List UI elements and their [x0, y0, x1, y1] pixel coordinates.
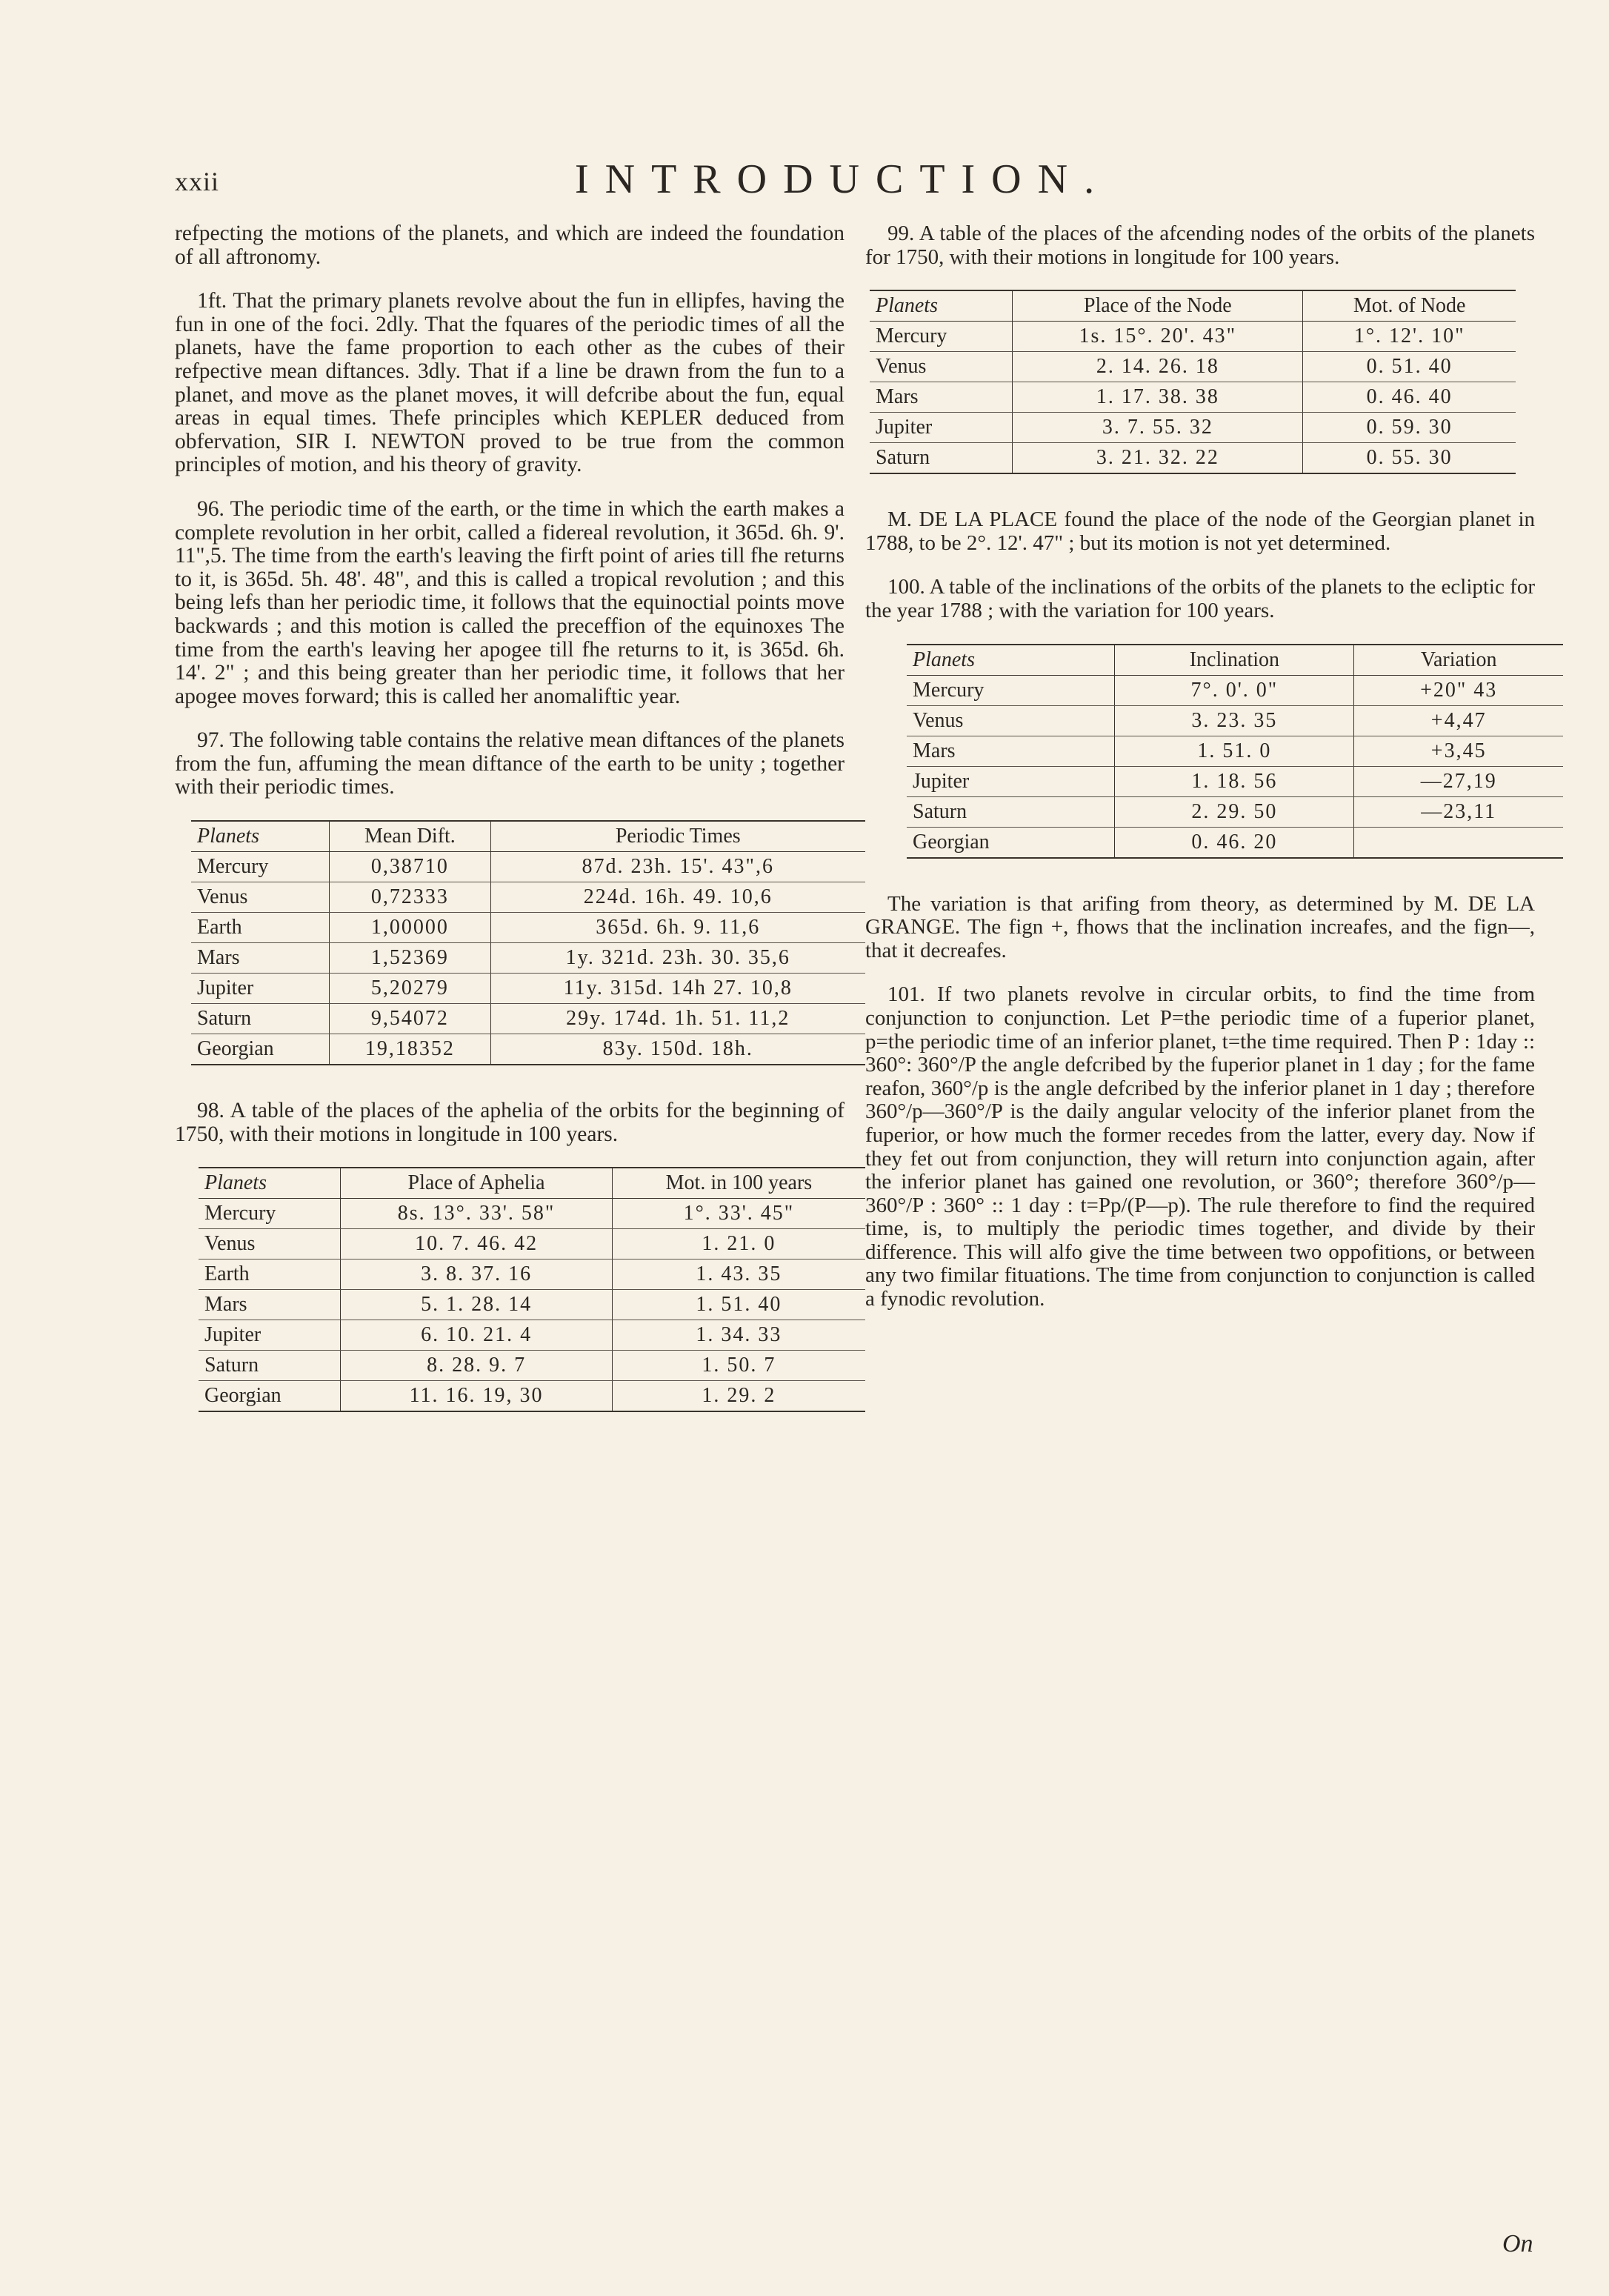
mean-distance: 5,20279: [330, 974, 490, 1004]
column-header: Periodic Times: [490, 821, 865, 852]
planet-name: Jupiter: [907, 766, 1115, 796]
paragraph-99: 99. A table of the places of the afcending nodes of the orbits of the planets for 1750, with their motions in longitude for 100 years.: [865, 222, 1535, 269]
inclination: 1. 51. 0: [1115, 736, 1354, 766]
table-row: [870, 413, 1516, 443]
inclination: 2. 29. 50: [1115, 796, 1354, 827]
table-row: [907, 675, 1563, 705]
periodic-time: 83y. 150d. 18h.: [490, 1034, 865, 1065]
variation: +20" 43: [1354, 675, 1563, 705]
planet-name: Mercury: [907, 675, 1115, 705]
planet-name: Jupiter: [199, 1320, 341, 1351]
table-row: [907, 796, 1563, 827]
aphelion-motion: 1. 43. 35: [612, 1260, 865, 1290]
table-row: [191, 1034, 865, 1065]
planet-name: Georgian: [191, 1034, 330, 1065]
paragraph-variation: The variation is that arifing from theory, as determined by M. DE LA GRANGE. The fign +, fhows that the inclination increafes, and the fign—, that it decreafes.: [865, 891, 1535, 962]
right-column: [865, 222, 1535, 1332]
table-row: [870, 443, 1516, 474]
aphelion-place: 3. 8. 37. 16: [341, 1260, 612, 1290]
table-row: [907, 736, 1563, 766]
table-row: [191, 943, 865, 974]
periodic-time: 11y. 315d. 14h 27. 10,8: [490, 974, 865, 1004]
column-header: Mean Dift.: [330, 821, 490, 852]
aphelion-place: 8s. 13°. 33'. 58": [341, 1199, 612, 1229]
aphelion-motion: 1. 34. 33: [612, 1320, 865, 1351]
planet-name: Venus: [199, 1229, 341, 1260]
periodic-time: 87d. 23h. 15'. 43",6: [490, 852, 865, 882]
page-number: xxii: [175, 167, 220, 196]
node-motion: 0. 46. 40: [1303, 382, 1516, 413]
planet-name: Venus: [870, 352, 1013, 382]
column-header: Mot. of Node: [1303, 290, 1516, 322]
aphelion-motion: 1. 51. 40: [612, 1290, 865, 1320]
column-header: Mot. in 100 years: [612, 1168, 865, 1199]
mean-distance: 9,54072: [330, 1004, 490, 1034]
planet-name: Mercury: [199, 1199, 341, 1229]
table-row: [907, 766, 1563, 796]
planet-name: Mercury: [191, 852, 330, 882]
variation: —27,19: [1354, 766, 1563, 796]
table-row: [907, 827, 1563, 858]
catchword: On: [1502, 2230, 1533, 2257]
table-row: [199, 1381, 865, 1412]
planet-name: Earth: [191, 913, 330, 943]
table-header-row: [870, 290, 1516, 322]
paragraph-98: 98. A table of the places of the aphelia of the orbits for the beginning of 1750, with their motions in longitude in 100 years.: [175, 1099, 845, 1146]
inclinations-table: [907, 644, 1563, 859]
paragraph-100: 100. A table of the inclinations of the orbits of the planets to the ecliptic for the year 1788 ; with the variation for 100 years.: [865, 575, 1535, 622]
planet-name: Saturn: [191, 1004, 330, 1034]
column-header: Planets: [907, 645, 1115, 676]
table-row: [199, 1320, 865, 1351]
paragraph-continuation: refpecting the motions of the planets, and which are indeed the foundation of all aftronomy.: [175, 222, 845, 269]
table-header-row: [199, 1168, 865, 1199]
table-row: [199, 1260, 865, 1290]
variation: +3,45: [1354, 736, 1563, 766]
planet-name: Georgian: [907, 827, 1115, 858]
paragraph-kepler-laws: 1ft. That the primary planets revolve about the fun in ellipfes, having the fun in one of the foci. 2dly. That the fquares of the periodic times of all the planets, have the fame proportion to each other as the cubes of their refpective mean diftances. 3dly. That if a line be drawn from the fun to a planet, and move as the planet moves, it will defcribe about the fun, equal areas in equal times. Thefe principles which KEPLER deduced from obfervation, SIR I. NEWTON proved to be true from the common principles of motion, and his theory of gravity.: [175, 289, 845, 477]
mean-distance: 19,18352: [330, 1034, 490, 1065]
table-row: [199, 1199, 865, 1229]
planet-name: Saturn: [907, 796, 1115, 827]
aphelion-place: 6. 10. 21. 4: [341, 1320, 612, 1351]
planet-name: Jupiter: [870, 413, 1013, 443]
aphelion-place: 10. 7. 46. 42: [341, 1229, 612, 1260]
node-place: 1s. 15°. 20'. 43": [1013, 322, 1303, 352]
inclination: 0. 46. 20: [1115, 827, 1354, 858]
planet-name: Mars: [870, 382, 1013, 413]
table-row: [199, 1290, 865, 1320]
aphelion-motion: 1. 21. 0: [612, 1229, 865, 1260]
periodic-time: 29y. 174d. 1h. 51. 11,2: [490, 1004, 865, 1034]
paragraph-101: 101. If two planets revolve in circular orbits, to find the time from conjunction to conjunction. Let P=the periodic time of a fuperior planet, p=the periodic time of an inferior planet, t=the time required. Then P : 1day :: 360°: 360°/P the angle defcribed by the fuperior planet in 1 day ; for the fame reafon, 360°/p is the angle defcribed by the inferior planet in 1 day ; therefore 360°/p—360°/P is the daily angular velocity of the inferior planet from the fuperior, or how much the former recedes from the latter, every day. Now if they fet out from conjunction, they will return into conjunction again, after the inferior planet has gained one revolution, or 360°; therefore 360°/p—360°/P : 360° :: 1 day : t=Pp/(P—p). The rule therefore to find the required time, is, to multiply the periodic times together, and divide by their difference. This will alfo give the time between two oppofitions, or between any two fimilar fituations. The time from conjunction to conjunction is called a fynodic revolution.: [865, 982, 1535, 1311]
column-header: Place of Aphelia: [341, 1168, 612, 1199]
node-place: 3. 7. 55. 32: [1013, 413, 1303, 443]
planet-name: Venus: [907, 705, 1115, 736]
node-motion: 0. 51. 40: [1303, 352, 1516, 382]
periodic-time: 1y. 321d. 23h. 30. 35,6: [490, 943, 865, 974]
inclination: 1. 18. 56: [1115, 766, 1354, 796]
planet-name: Mercury: [870, 322, 1013, 352]
node-place: 3. 21. 32. 22: [1013, 443, 1303, 474]
periodic-time: 224d. 16h. 49. 10,6: [490, 882, 865, 913]
node-motion: 1°. 12'. 10": [1303, 322, 1516, 352]
aphelion-place: 5. 1. 28. 14: [341, 1290, 612, 1320]
planet-name: Venus: [191, 882, 330, 913]
node-motion: 0. 59. 30: [1303, 413, 1516, 443]
mean-distance-table: [191, 820, 865, 1065]
column-header: Planets: [870, 290, 1013, 322]
table-header-row: [191, 821, 865, 852]
aphelion-motion: 1. 50. 7: [612, 1351, 865, 1381]
variation: [1354, 827, 1563, 858]
periodic-time: 365d. 6h. 9. 11,6: [490, 913, 865, 943]
running-title: INTRODUCTION.: [575, 156, 1111, 202]
column-header: Planets: [191, 821, 330, 852]
table-row: [191, 852, 865, 882]
table-row: [199, 1229, 865, 1260]
table-row: [870, 352, 1516, 382]
inclination: 3. 23. 35: [1115, 705, 1354, 736]
aphelion-place: 11. 16. 19, 30: [341, 1381, 612, 1412]
paragraph-97: 97. The following table contains the relative mean diftances of the planets from the fun, affuming the mean diftance of the earth to be unity ; together with their periodic times.: [175, 728, 845, 799]
mean-distance: 1,00000: [330, 913, 490, 943]
table-row: [870, 382, 1516, 413]
planet-name: Jupiter: [191, 974, 330, 1004]
planet-name: Earth: [199, 1260, 341, 1290]
aphelion-place: 8. 28. 9. 7: [341, 1351, 612, 1381]
column-header: Variation: [1354, 645, 1563, 676]
planet-name: Mars: [907, 736, 1115, 766]
column-header: Inclination: [1115, 645, 1354, 676]
inclination: 7°. 0'. 0": [1115, 675, 1354, 705]
left-column: [175, 222, 845, 1446]
planet-name: Saturn: [870, 443, 1013, 474]
page-header: [175, 156, 1390, 207]
mean-distance: 0,38710: [330, 852, 490, 882]
table-row: [191, 1004, 865, 1034]
aphelia-table: [199, 1167, 865, 1412]
ascending-nodes-table: [870, 290, 1516, 474]
table-row: [907, 705, 1563, 736]
aphelion-motion: 1. 29. 2: [612, 1381, 865, 1412]
table-header-row: [907, 645, 1563, 676]
mean-distance: 1,52369: [330, 943, 490, 974]
aphelion-motion: 1°. 33'. 45": [612, 1199, 865, 1229]
column-header: Planets: [199, 1168, 341, 1199]
paragraph-96: 96. The periodic time of the earth, or the time in which the earth makes a complete revolution in her orbit, called a fidereal revolution, it 365d. 6h. 9'. 11",5. The time from the earth's leaving the firft point of aries till fhe returns to it, is 365d. 5h. 48'. 48", and this is called a tropical revolution ; and this being lefs than her periodic time, it follows that the equinoctial points move backwards ; and this motion is called the preceffion of the equinoxes The time from the earth's leaving her apogee till fhe returns to it, is 365d. 6h. 14'. 2" ; and this being greater than her periodic time, it follows that her apogee moves forward; this is called her anomaliftic year.: [175, 496, 845, 708]
planet-name: Mars: [199, 1290, 341, 1320]
column-header: Place of the Node: [1013, 290, 1303, 322]
table-row: [191, 913, 865, 943]
variation: —23,11: [1354, 796, 1563, 827]
node-place: 1. 17. 38. 38: [1013, 382, 1303, 413]
table-row: [199, 1351, 865, 1381]
planet-name: Saturn: [199, 1351, 341, 1381]
planet-name: Georgian: [199, 1381, 341, 1412]
node-motion: 0. 55. 30: [1303, 443, 1516, 474]
table-row: [191, 974, 865, 1004]
node-place: 2. 14. 26. 18: [1013, 352, 1303, 382]
paragraph-laplace: M. DE LA PLACE found the place of the node of the Georgian planet in 1788, to be 2°. 12'. 47" ; but its motion is not yet determined.: [865, 508, 1535, 555]
table-row: [870, 322, 1516, 352]
table-row: [191, 882, 865, 913]
mean-distance: 0,72333: [330, 882, 490, 913]
planet-name: Mars: [191, 943, 330, 974]
variation: +4,47: [1354, 705, 1563, 736]
